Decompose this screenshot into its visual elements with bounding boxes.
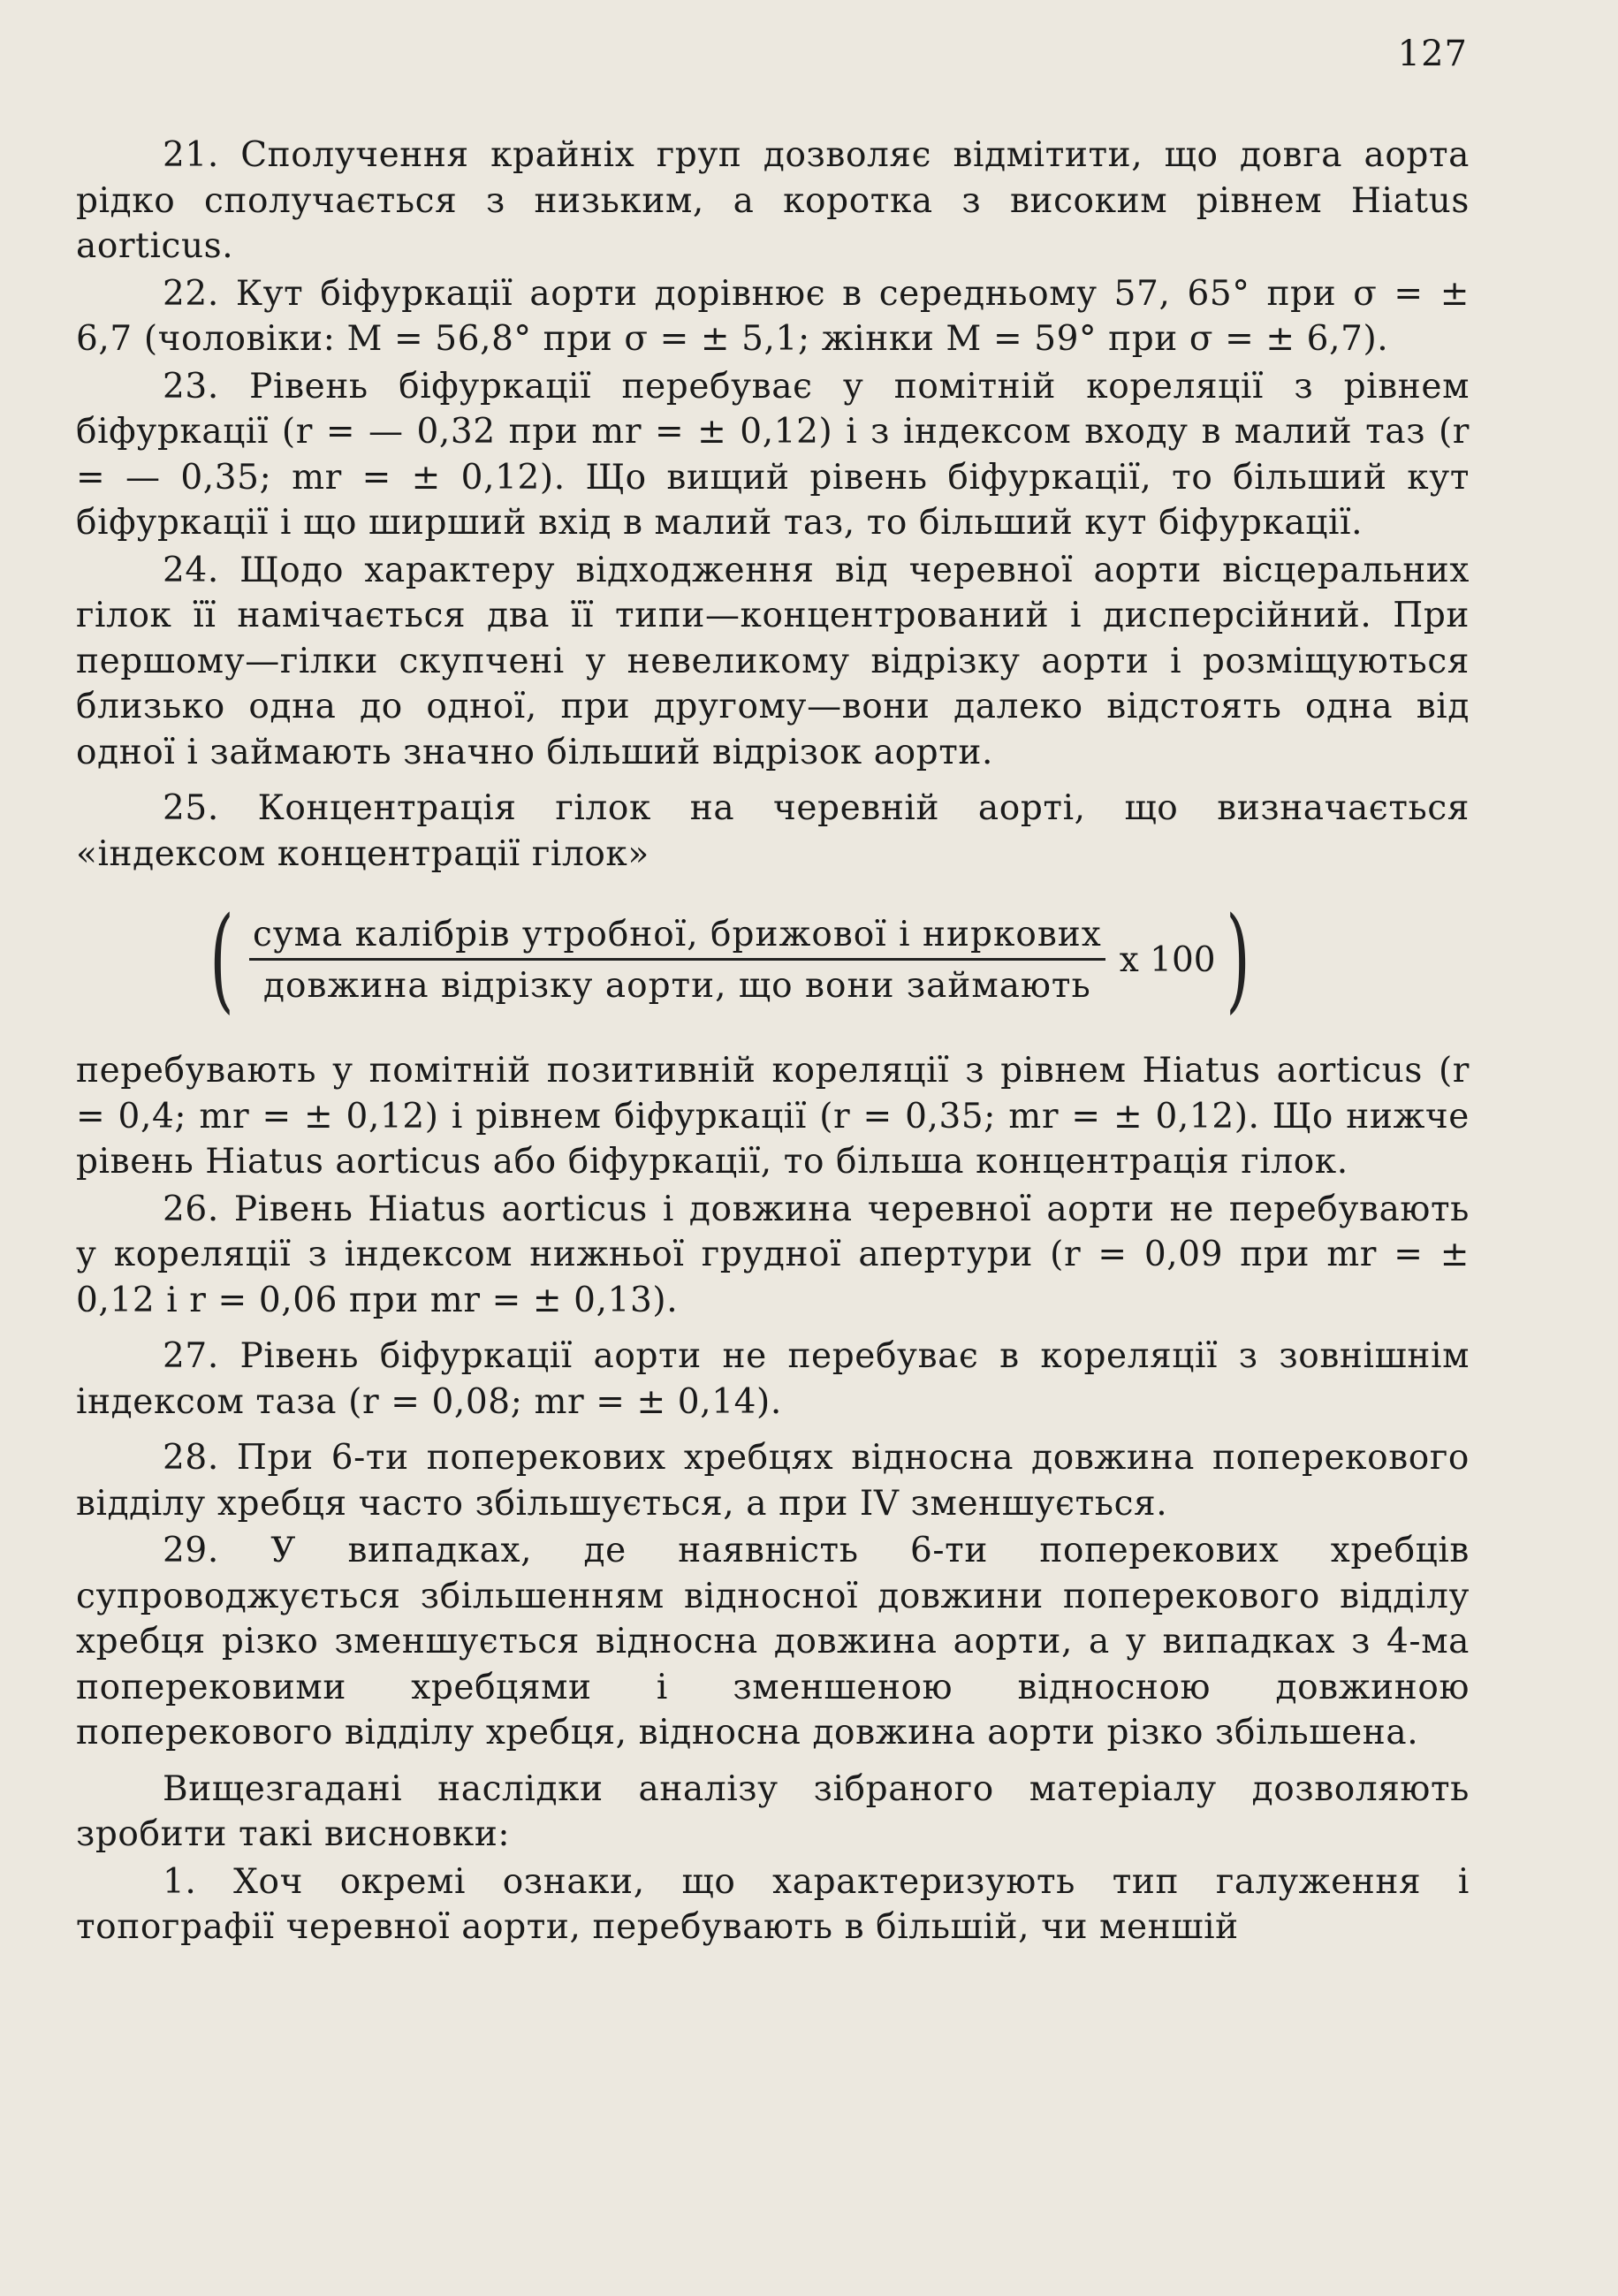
- concentration-index-formula: [200, 893, 1470, 1025]
- right-paren: ): [1225, 893, 1250, 1025]
- formula-multiplier: x 100: [1119, 939, 1216, 980]
- paragraph-25-continued: перебувають у помітній позитивній кореляції з рівнем Hiatus aorticus (r = 0,4; mr = ± 0,12) і рівнем біфуркації (r = 0,35; mr = ± 0,12). Що нижче рівень Hiatus aorticus або біфуркації, то більша концентрація гілок.: [76, 1051, 1470, 1182]
- page-number: 127: [1397, 34, 1468, 74]
- paragraph-29: 29. У випадках, де наявність 6-ти поперекових хребців супроводжується збільшенням відносної довжини поперекового відділу хребця різко зменшується відносна довжина аорти, а у випадках з 4-ма поперековими хребцями і зменшеною відносною довжиною поперекового відділу хребця, відносна довжина аорти різко збільшена.: [76, 1531, 1470, 1752]
- fraction: [249, 915, 1105, 1006]
- conclusions-intro: Вищезгадані наслідки аналізу зібраного матеріалу дозволяють зробити такі висновки:: [76, 1768, 1470, 1854]
- paragraph-23: 23. Рівень біфуркації перебуває у помітній кореляції з рівнем біфуркації (r = — 0,32 при mr = ± 0,12) і з індексом входу в малий таз (r = — 0,35; mr = ± 0,12). Що вищий рівень біфуркації, то більший кут біфуркації і що ширший вхід в малий таз, то більший кут біфуркації.: [76, 366, 1470, 543]
- paragraph-28: 28. При 6-ти поперекових хребцях відносна довжина поперекового відділу хребця часто збільшується, а при IV зменшується.: [76, 1438, 1470, 1524]
- conclusion-1: 1. Хоч окремі ознаки, що характеризують тип галуження і топографії черевної аорти, перебувають в більшій, чи меншій: [76, 1861, 1470, 1947]
- formula-denominator: довжина відрізку аорти, що вони займають: [263, 965, 1091, 1006]
- paragraph-25: 25. Концентрація гілок на черевній аорті, що визначається «індексом концентрації гілок»: [76, 788, 1470, 874]
- paragraph-27: 27. Рівень біфуркації аорти не перебуває в кореляції з зовнішнім індексом таза (r = 0,08; mr = ± 0,14).: [76, 1336, 1470, 1422]
- formula-numerator: сума калібрів утробної, брижової і ниркових: [249, 915, 1105, 961]
- paragraph-24: 24. Щодо характеру відходження від черевної аорти вісцеральних гілок її намічається два її типи—концентрований і дисперсійний. При першому—гілки скупчені у невеликому відрізку аорти і розміщуються близько одна до одної, при другому—вони далеко відстоять одна від одної і займають значно більший відрізок аорти.: [76, 550, 1470, 772]
- paragraph-21: 21. Сполучення крайніх груп дозволяє відмітити, що довга аорта рідко сполучається з низьким, а коротка з високим рівнем Hiatus aorticus.: [76, 135, 1470, 266]
- left-paren: (: [209, 893, 234, 1025]
- paragraph-22: 22. Кут біфуркації аорти дорівнює в середньому 57, 65° при σ = ± 6,7 (чоловіки: M = 56,8° при σ = ± 5,1; жінки M = 59° при σ = ± 6,7).: [76, 273, 1470, 359]
- paragraph-26: 26. Рівень Hiatus aorticus і довжина черевної аорти не перебувають у кореляції з індексом нижньої грудної апертури (r = 0,09 при mr = ± 0,12 і r = 0,06 при mr = ± 0,13).: [76, 1189, 1470, 1320]
